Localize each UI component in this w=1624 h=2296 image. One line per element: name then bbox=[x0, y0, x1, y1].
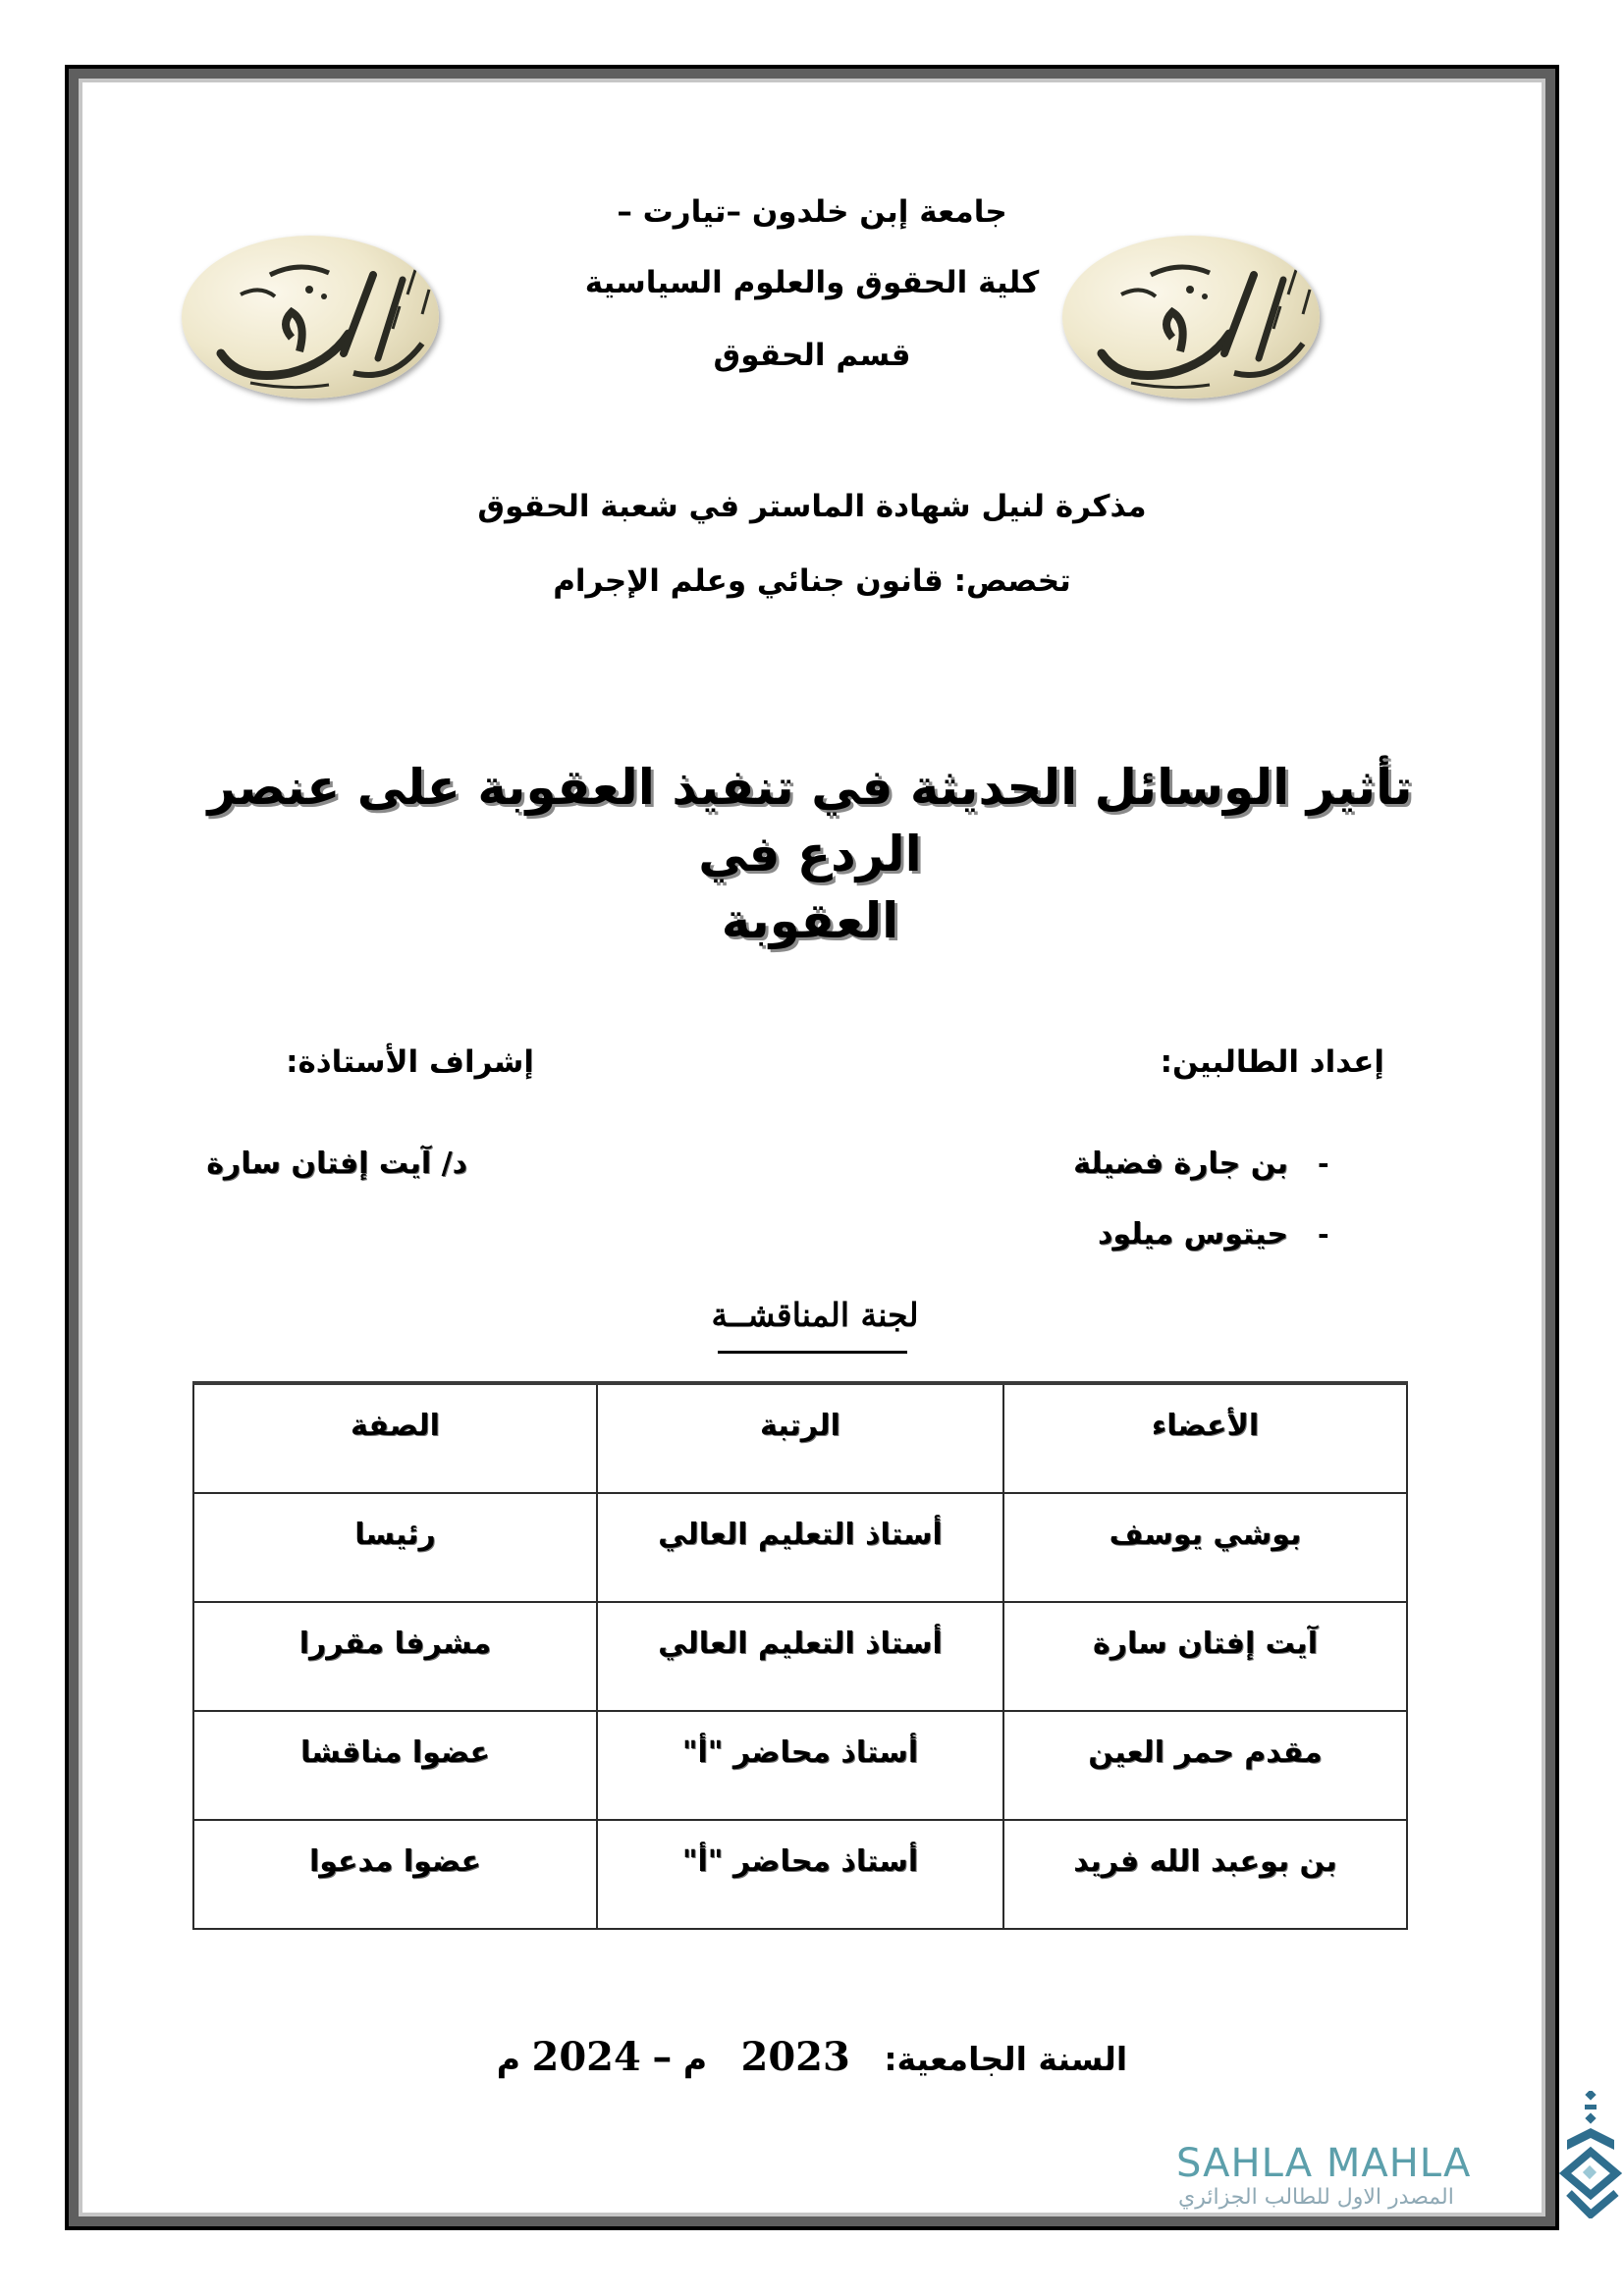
watermark-title: SAHLA MAHLA bbox=[1176, 2141, 1472, 2186]
academic-year-separator: – bbox=[652, 2034, 673, 2080]
supervisor-name: د/ آيت إفتان سارة bbox=[206, 1147, 467, 1181]
member-rank: أستاذ التعليم العالي bbox=[597, 1493, 1003, 1602]
student-bullet: - bbox=[1318, 1148, 1329, 1180]
university-name: جامعة إبن خلدون –تيارت – bbox=[617, 194, 1007, 230]
table-row bbox=[193, 1493, 1407, 1602]
member-role: عضوا مدعوا bbox=[193, 1820, 597, 1929]
faculty-name: كلية الحقوق والعلوم السياسية bbox=[584, 265, 1040, 300]
committee-title-underline bbox=[718, 1351, 907, 1354]
student-name: بن جارة فضيلة bbox=[1073, 1147, 1288, 1181]
table-header-row bbox=[193, 1383, 1407, 1493]
committee-table bbox=[192, 1381, 1408, 1930]
specialization: تخصص: قانون جنائي وعلم الإجرام bbox=[553, 563, 1071, 599]
authors-label: إعداد الطالبين: bbox=[1160, 1044, 1384, 1080]
member-name: بوشي يوسف bbox=[1003, 1493, 1407, 1602]
member-name: مقدم حمر العين bbox=[1003, 1711, 1407, 1820]
thesis-title-line-2: العقوبة bbox=[721, 892, 899, 949]
member-name: آيت إفتان سارة bbox=[1003, 1602, 1407, 1711]
member-rank: أستاذ محاضر "أ" bbox=[597, 1820, 1003, 1929]
header-rank: الرتبة bbox=[597, 1383, 1003, 1493]
academic-year-label: السنة الجامعية: bbox=[884, 2040, 1128, 2078]
academic-year-end: 2024 bbox=[531, 2034, 641, 2080]
member-role: عضوا مناقشا bbox=[193, 1711, 597, 1820]
department-name: قسم الحقوق bbox=[713, 338, 911, 373]
member-name: بن بوعبد الله فريد bbox=[1003, 1820, 1407, 1929]
supervisor-label: إشراف الأستاذة: bbox=[286, 1044, 534, 1080]
member-rank: أستاذ محاضر "أ" bbox=[597, 1711, 1003, 1820]
academic-year-start: 2023 bbox=[740, 2034, 850, 2080]
header-role: الصفة bbox=[193, 1383, 597, 1493]
academic-year bbox=[0, 2034, 1624, 2083]
table-row bbox=[193, 1820, 1407, 1929]
academic-year-end-suffix: م bbox=[496, 2040, 520, 2078]
thesis-title bbox=[157, 754, 1463, 954]
header-members: الأعضاء bbox=[1003, 1383, 1407, 1493]
member-role: رئيسا bbox=[193, 1493, 597, 1602]
member-rank: أستاذ التعليم العالي bbox=[597, 1602, 1003, 1711]
student-name: حيتوس ميلود bbox=[1097, 1217, 1288, 1252]
academic-year-start-suffix: م bbox=[682, 2040, 707, 2078]
sahla-mahla-watermark bbox=[1168, 2140, 1624, 2258]
student-bullet: - bbox=[1318, 1218, 1329, 1251]
degree-purpose: مذكرة لنيل شهادة الماستر في شعبة الحقوق bbox=[477, 489, 1147, 524]
thesis-title-line-1: تأثير الوسائل الحديثة في تنفيذ العقوبة على عنصر الردع في bbox=[207, 759, 1413, 882]
table-row bbox=[193, 1602, 1407, 1711]
table-row bbox=[193, 1711, 1407, 1820]
member-role: مشرفا مقررا bbox=[193, 1602, 597, 1711]
sahla-mahla-logo-icon bbox=[1559, 2091, 1622, 2218]
watermark-subtitle: المصدر الاول للطالب الجزائري bbox=[1178, 2185, 1454, 2210]
committee-title: لجنة المناقشــة bbox=[711, 1296, 919, 1334]
